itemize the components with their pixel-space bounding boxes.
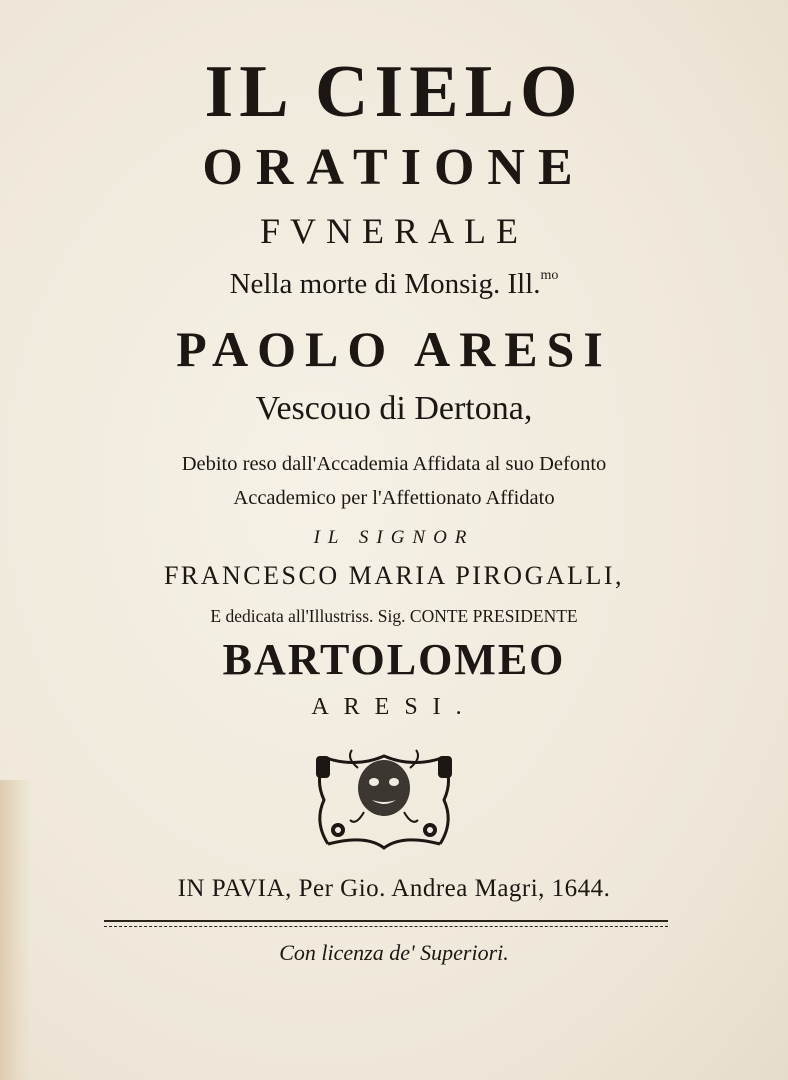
imprint-rule: [104, 920, 668, 922]
title-line-bartolomeo: BARTOLOMEO: [222, 635, 566, 684]
grotesque-mask-ornament-icon: [306, 748, 462, 852]
title-line-dedication: E dedicata all'Illustriss. Sig. CONTE PRESIDENTE: [210, 606, 578, 626]
paper-stain: [0, 780, 32, 1080]
title-line-il-cielo: IL CIELO: [204, 51, 584, 133]
nella-morte-superscript: mo: [540, 268, 559, 283]
title-line-il-signor: IL SIGNOR: [313, 527, 475, 548]
title-line-debito: Debito reso dall'Accademia Affidata al suo Defonto: [181, 453, 607, 475]
title-line-vescouo: Vescouo di Dertona,: [255, 390, 533, 427]
title-line-author: FRANCESCO MARIA PIROGALLI,: [163, 561, 625, 590]
license-line: Con licenza de' Superiori.: [279, 940, 509, 965]
imprint-line: IN PAVIA, Per Gio. Andrea Magri, 1644.: [177, 875, 611, 902]
title-line-accademico: Accademico per l'Affettionato Affidato: [233, 487, 555, 509]
title-line-nella-morte: [0, 268, 788, 301]
title-line-funerale: FVNERALE: [260, 211, 528, 251]
imprint-rule-dashed: [104, 926, 668, 927]
title-line-aresi: ARESI.: [311, 694, 477, 720]
title-line-paolo-aresi: PAOLO ARESI: [176, 321, 612, 377]
nella-morte-text: Nella morte di Monsig. Ill.: [229, 268, 541, 300]
title-line-oratione: ORATIONE: [202, 139, 586, 196]
